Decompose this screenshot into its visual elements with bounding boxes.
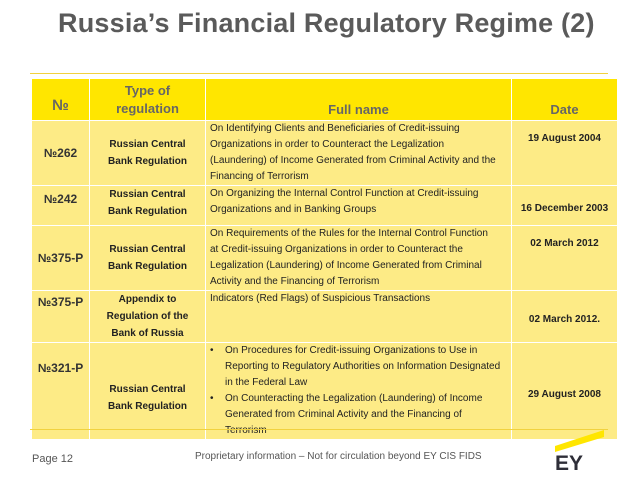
row-date: 02 March 2012. [512, 291, 618, 343]
bullet-item: • On Procedures for Credit-issuing Organizations to Use in Reporting to Regulatory Authorities on Information Designated in the Federal Law [210, 343, 507, 391]
row-full-name: On Identifying Clients and Beneficiaries of Credit-issuing Organizations in order to Counteract the Legalization (Laundering) of Income Generated from Criminal Activity and the Financing of Terrorism [206, 121, 512, 186]
row-type: Russian Central Bank Regulation [90, 343, 206, 440]
row-number: №242 [32, 186, 90, 226]
regulation-table [31, 78, 618, 440]
row-date: 29 August 2008 [512, 343, 618, 440]
row-type: Russian Central Bank Regulation [90, 186, 206, 226]
page-number: Page 12 [32, 453, 73, 465]
bullet-marker: • [210, 393, 214, 404]
row-date: 02 March 2012 [512, 226, 618, 291]
row-number: №375-P [32, 291, 90, 343]
table-row [32, 186, 618, 226]
row-date: 16 December 2003 [512, 186, 618, 226]
row-type: Russian Central Bank Regulation [90, 121, 206, 186]
ey-logo [552, 428, 607, 473]
header-type: Type of regulation [90, 79, 206, 121]
row-type: Appendix to Regulation of the Bank of Russia [90, 291, 206, 343]
table-row [32, 226, 618, 291]
row-full-name: On Organizing the Internal Control Function at Credit-issuing Organizations and in Banking Groups [206, 186, 512, 226]
svg-text:EY: EY [555, 452, 584, 473]
row-full-name: On Requirements of the Rules for the Internal Control Function at Credit-issuing Organizations in order to Counteract the Legalization (Laundering) of Income Generated from Criminal Activity and the Financing of Terrorism [206, 226, 512, 291]
table-row [32, 343, 618, 440]
table-row [32, 291, 618, 343]
row-full-name: Indicators (Red Flags) of Suspicious Transactions [206, 291, 512, 343]
top-divider [30, 73, 608, 74]
row-full-name [206, 343, 512, 440]
header-number: № [32, 79, 90, 121]
bullet-marker: • [210, 345, 214, 356]
bullet-item: • On Counteracting the Legalization (Laundering) of Income Generated from Criminal Activity and the Financing of Terrorism [210, 391, 507, 439]
row-number: №375-P [32, 226, 90, 291]
row-number: №321-P [32, 343, 90, 440]
confidentiality-note: Proprietary information – Not for circulation beyond EY CIS FIDS [195, 451, 482, 462]
table-header-row [32, 79, 618, 121]
row-number: №262 [32, 121, 90, 186]
header-full-name: Full name [206, 79, 512, 121]
row-type: Russian Central Bank Regulation [90, 226, 206, 291]
page-title: Russia’s Financial Regulatory Regime (2) [58, 8, 595, 38]
header-date: Date [512, 79, 618, 121]
table-row [32, 121, 618, 186]
row-date: 19 August 2004 [512, 121, 618, 186]
bottom-divider [30, 429, 608, 430]
